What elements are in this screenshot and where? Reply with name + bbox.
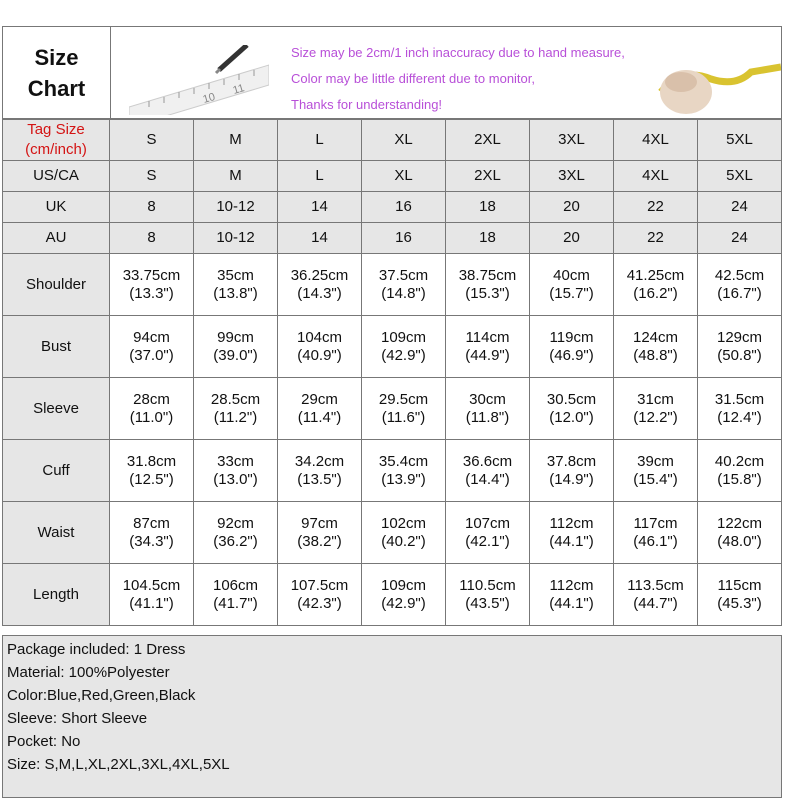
measurement-cm: 102cm: [380, 514, 427, 532]
measurement-inch: (15.3"): [465, 284, 510, 302]
measurement-cell: [110, 564, 194, 626]
size-cell: 24: [698, 192, 782, 223]
measurement-cm: 31.8cm: [126, 452, 177, 470]
measurement-cm: 97cm: [301, 514, 338, 532]
measurement-cell: [194, 378, 278, 440]
measure-banner: [111, 27, 781, 118]
tape-measure-icon: [641, 37, 781, 117]
size-table: [2, 119, 782, 626]
measurement-cell: [278, 440, 362, 502]
measurement-label: Sleeve: [3, 378, 110, 440]
measurement-inch: (42.9"): [381, 594, 426, 612]
measurement-cell: [362, 254, 446, 316]
measurement-cell: [614, 502, 698, 564]
measurement-inch: (38.2"): [297, 532, 342, 550]
size-cell: 5XL: [698, 161, 782, 192]
measurement-cell: [278, 564, 362, 626]
size-cell: 2XL: [446, 161, 530, 192]
size-cell: 18: [446, 192, 530, 223]
measurement-inch: (50.8"): [717, 346, 762, 364]
size-chart: [2, 26, 782, 798]
measurement-inch: (42.1"): [465, 532, 510, 550]
measurement-cm: 33.75cm: [122, 266, 181, 284]
measurement-cell: [614, 440, 698, 502]
measurement-inch: (37.0"): [129, 346, 174, 364]
measurement-cm: 34.2cm: [294, 452, 345, 470]
measurement-cm: 31cm: [637, 390, 674, 408]
size-cell: 14: [278, 223, 362, 254]
measurement-cell: [194, 254, 278, 316]
measurement-cell: [614, 564, 698, 626]
size-cell: S: [110, 161, 194, 192]
measurement-inch: (40.2"): [381, 532, 426, 550]
measurement-inch: (11.0"): [129, 408, 174, 426]
measurement-inch: (40.9"): [297, 346, 342, 364]
measurement-inch: (12.4"): [717, 408, 762, 426]
measurement-inch: (13.8"): [213, 284, 258, 302]
package-included: Package included: 1 Dress: [7, 641, 186, 658]
measurement-cm: 99cm: [217, 328, 254, 346]
measurement-cm: 113.5cm: [627, 576, 684, 594]
measurement-row: [3, 502, 782, 564]
colors: Color:Blue,Red,Green,Black: [7, 687, 196, 704]
measurement-inch: (12.5"): [129, 470, 174, 488]
measurement-cm: 112cm: [549, 514, 594, 532]
measurement-inch: (11.4"): [297, 408, 342, 426]
measurement-inch: (13.9"): [381, 470, 426, 488]
measurement-inch: (13.3"): [129, 284, 174, 302]
measurement-cell: [278, 502, 362, 564]
measurement-cm: 29.5cm: [378, 390, 429, 408]
measurement-inch: (11.2"): [213, 408, 258, 426]
measurement-cm: 31.5cm: [714, 390, 765, 408]
measurement-cm: 40cm: [553, 266, 590, 284]
tag-size-cell: M: [194, 120, 278, 161]
chart-header: [2, 26, 782, 119]
sleeve-type: Sleeve: Short Sleeve: [7, 710, 148, 727]
measurement-inch: (48.8"): [633, 346, 678, 364]
measurement-cell: [698, 254, 782, 316]
measurement-label: Length: [3, 564, 110, 626]
measurement-cell: [698, 564, 782, 626]
size-row: [3, 223, 782, 254]
measurement-inch: (11.6"): [381, 408, 426, 426]
tag-size-label: [3, 120, 110, 161]
measurement-cell: [446, 440, 530, 502]
measurement-inch: (48.0"): [717, 532, 762, 550]
size-cell: 24: [698, 223, 782, 254]
size-cell: 20: [530, 192, 614, 223]
size-cell: 22: [614, 223, 698, 254]
measurement-label: Waist: [3, 502, 110, 564]
title-line-1: Size: [34, 44, 79, 70]
size-cell: 16: [362, 223, 446, 254]
tag-size-cell: XL: [362, 120, 446, 161]
material: Material: 100%Polyester: [7, 664, 170, 681]
measurement-cell: [530, 440, 614, 502]
tag-size-row: [3, 120, 782, 161]
tag-size-label-line2: (cm/inch): [25, 141, 87, 158]
measurement-cm: 110.5cm: [459, 576, 516, 594]
tag-size-cell: 2XL: [446, 120, 530, 161]
size-cell: 3XL: [530, 161, 614, 192]
sizes-available: Size: S,M,L,XL,2XL,3XL,4XL,5XL: [7, 756, 230, 773]
size-row-label: UK: [3, 192, 110, 223]
size-cell: 16: [362, 192, 446, 223]
title-line-2: Chart: [27, 75, 86, 101]
measurement-inch: (15.4"): [633, 470, 678, 488]
size-row-label: AU: [3, 223, 110, 254]
measurement-cm: 94cm: [133, 328, 170, 346]
size-cell: 18: [446, 223, 530, 254]
measurement-cm: 30.5cm: [546, 390, 597, 408]
measurement-inch: (14.4"): [465, 470, 510, 488]
measurement-inch: (45.3"): [717, 594, 762, 612]
measurement-cell: [194, 440, 278, 502]
size-cell: 22: [614, 192, 698, 223]
tag-size-cell: 5XL: [698, 120, 782, 161]
measurement-cm: 104cm: [296, 328, 343, 346]
measurement-cm: 106cm: [212, 576, 259, 594]
measurement-inch: (13.0"): [213, 470, 258, 488]
size-cell: 10-12: [194, 192, 278, 223]
measurement-inch: (14.8"): [381, 284, 426, 302]
measurement-inch: (46.9"): [549, 346, 594, 364]
ruler-mark-10: 10: [201, 90, 217, 106]
measurement-cm: 119cm: [549, 328, 594, 346]
size-chart-title: [3, 27, 111, 118]
size-cell: 14: [278, 192, 362, 223]
measurement-cell: [698, 440, 782, 502]
note-color: Color may be little different due to monitor,: [291, 71, 535, 86]
measurement-row: [3, 378, 782, 440]
measurement-cm: 124cm: [632, 328, 679, 346]
size-cell: L: [278, 161, 362, 192]
measurement-cell: [446, 378, 530, 440]
measurement-inch: (16.7"): [717, 284, 762, 302]
size-cell: 8: [110, 192, 194, 223]
measurement-inch: (44.9"): [465, 346, 510, 364]
measurement-inch: (13.5"): [297, 470, 342, 488]
size-cell: XL: [362, 161, 446, 192]
tag-size-cell: S: [110, 120, 194, 161]
measurement-cm: 40.2cm: [714, 452, 765, 470]
measurement-cell: [110, 254, 194, 316]
measurement-cell: [446, 316, 530, 378]
measurement-cm: 114cm: [465, 328, 510, 346]
measurement-inch: (42.3"): [297, 594, 342, 612]
measurement-cell: [530, 502, 614, 564]
tag-size-cell: L: [278, 120, 362, 161]
size-cell: 20: [530, 223, 614, 254]
size-cell: 10-12: [194, 223, 278, 254]
note-thanks: Thanks for understanding!: [291, 97, 443, 112]
measurement-cm: 107.5cm: [290, 576, 349, 594]
measurement-cell: [614, 254, 698, 316]
measurement-inch: (44.1"): [549, 594, 594, 612]
measurement-cm: 109cm: [380, 576, 427, 594]
measurement-inch: (11.8"): [465, 408, 510, 426]
measurement-cell: [446, 502, 530, 564]
measurement-notes: [291, 40, 625, 118]
measurement-cell: [698, 378, 782, 440]
measurement-cm: 28cm: [133, 390, 170, 408]
measurement-inch: (42.9"): [381, 346, 426, 364]
ruler-mark-11: 11: [231, 82, 246, 97]
measurement-cm: 41.25cm: [626, 266, 685, 284]
measurement-cm: 35cm: [217, 266, 254, 284]
measurement-cm: 104.5cm: [122, 576, 181, 594]
measurement-cell: [362, 378, 446, 440]
measurement-inch: (14.9"): [549, 470, 594, 488]
measurement-cm: 36.25cm: [290, 266, 349, 284]
size-cell: M: [194, 161, 278, 192]
measurement-cell: [278, 316, 362, 378]
measurement-cm: 115cm: [717, 576, 762, 594]
measurement-row: [3, 564, 782, 626]
measurement-cm: 36.6cm: [462, 452, 513, 470]
measurement-cm: 109cm: [380, 328, 427, 346]
tag-size-cell: 4XL: [614, 120, 698, 161]
measurement-inch: (44.7"): [633, 594, 678, 612]
measurement-cell: [698, 502, 782, 564]
measurement-cell: [278, 254, 362, 316]
note-accuracy: Size may be 2cm/1 inch inaccuracy due to hand measure,: [291, 45, 625, 60]
measurement-cm: 30cm: [469, 390, 506, 408]
size-cell: 4XL: [614, 161, 698, 192]
measurement-cm: 33cm: [217, 452, 254, 470]
measurement-cell: [194, 502, 278, 564]
measurement-cell: [362, 564, 446, 626]
measurement-cm: 37.8cm: [546, 452, 597, 470]
measurement-inch: (15.8"): [717, 470, 762, 488]
measurement-cell: [110, 440, 194, 502]
measurement-cell: [110, 502, 194, 564]
size-row: [3, 161, 782, 192]
size-row-label: US/CA: [3, 161, 110, 192]
measurement-inch: (12.2"): [633, 408, 678, 426]
measurement-cell: [362, 316, 446, 378]
size-cell: 8: [110, 223, 194, 254]
measurement-row: [3, 254, 782, 316]
measurement-cm: 42.5cm: [714, 266, 765, 284]
measurement-label: Bust: [3, 316, 110, 378]
measurement-cell: [110, 378, 194, 440]
measurement-cell: [530, 254, 614, 316]
measurement-cm: 38.75cm: [458, 266, 517, 284]
measurement-inch: (16.2"): [633, 284, 678, 302]
measurement-inch: (39.0"): [213, 346, 258, 364]
measurement-row: [3, 316, 782, 378]
measurement-inch: (36.2"): [213, 532, 258, 550]
measurement-cm: 107cm: [464, 514, 511, 532]
measurement-cell: [278, 378, 362, 440]
ruler-pencil-illustration: [129, 45, 269, 115]
package-info: [2, 635, 782, 798]
measurement-cm: 39cm: [637, 452, 674, 470]
tag-size-cell: 3XL: [530, 120, 614, 161]
measurement-label: Shoulder: [3, 254, 110, 316]
measurement-cm: 87cm: [133, 514, 170, 532]
measurement-inch: (41.7"): [213, 594, 258, 612]
measurement-cm: 37.5cm: [378, 266, 429, 284]
measurement-cell: [530, 378, 614, 440]
measurement-cell: [110, 316, 194, 378]
measurement-inch: (41.1"): [129, 594, 174, 612]
measurement-cm: 112cm: [549, 576, 594, 594]
measurement-cell: [614, 316, 698, 378]
measurement-row: [3, 440, 782, 502]
size-row: [3, 192, 782, 223]
measurement-cm: 122cm: [716, 514, 763, 532]
measurement-inch: (44.1"): [549, 532, 594, 550]
measurement-inch: (46.1"): [633, 532, 678, 550]
measurement-inch: (14.3"): [297, 284, 342, 302]
tag-size-label-line1: Tag Size: [27, 121, 85, 138]
pocket: Pocket: No: [7, 733, 81, 750]
measurement-cell: [614, 378, 698, 440]
measurement-cell: [362, 502, 446, 564]
measurement-inch: (15.7"): [549, 284, 594, 302]
measurement-inch: (12.0"): [549, 408, 594, 426]
measurement-cell: [446, 564, 530, 626]
measurement-cell: [446, 254, 530, 316]
measurement-cm: 129cm: [716, 328, 763, 346]
measurement-cm: 29cm: [301, 390, 338, 408]
measurement-cm: 117cm: [633, 514, 678, 532]
measurement-cell: [530, 564, 614, 626]
measurement-inch: (43.5"): [465, 594, 510, 612]
measurement-label: Cuff: [3, 440, 110, 502]
measurement-inch: (34.3"): [129, 532, 174, 550]
measurement-cm: 35.4cm: [378, 452, 429, 470]
measurement-cell: [194, 564, 278, 626]
measurement-cm: 92cm: [217, 514, 254, 532]
measurement-cell: [698, 316, 782, 378]
measurement-cell: [362, 440, 446, 502]
measurement-cm: 28.5cm: [210, 390, 261, 408]
measurement-cell: [194, 316, 278, 378]
measurement-cell: [530, 316, 614, 378]
